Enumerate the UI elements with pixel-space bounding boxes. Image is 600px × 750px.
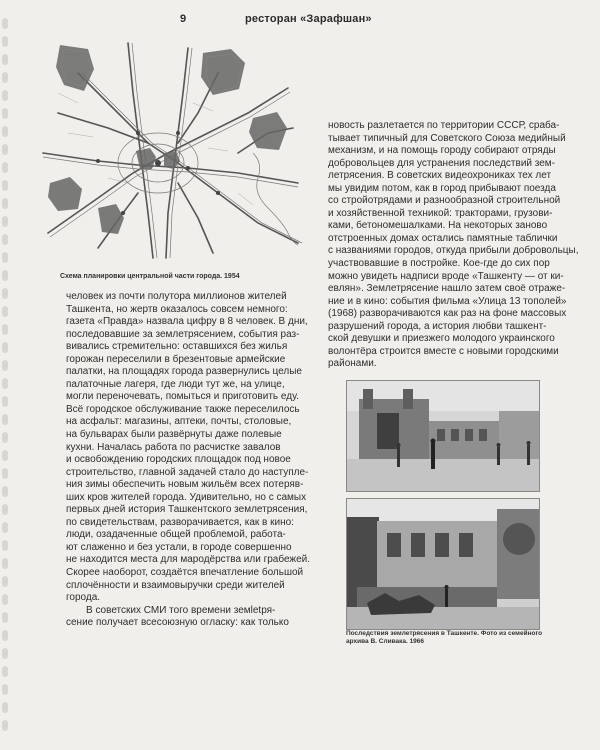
text-line: первых дней история Ташкентского землетрясения, [66, 504, 308, 516]
page-number: 9 [180, 13, 187, 25]
text-line: Ташкента, но жертв оказалось совсем немного: [66, 303, 288, 315]
left-text-column [66, 291, 311, 630]
text-line: ние и в кино: события фильма «Улица 13 тополей» [328, 295, 567, 307]
map-caption: Схема планировки центральной части города. 1954 [60, 273, 240, 280]
text-line: участвовавшие в постройке. Кое-где до сих пор [328, 258, 550, 270]
text-line: летрясения. В советских видеохрониках тех лет [328, 170, 552, 182]
text-line: вивались стремительно: оставшихся без жилья [66, 341, 288, 353]
street-photo [346, 380, 540, 492]
text-line: палаточные лагеря, где люди тут же, на улице, [66, 378, 285, 390]
text-line: не находится места для мародёрства или грабежей. [66, 554, 311, 566]
text-line: волонтёра строится вместе с новыми городскими [328, 345, 559, 357]
text-line: районами. [328, 358, 377, 370]
text-line: Скорее наоборот, создаётся впечатление большой [66, 567, 304, 579]
text-line: по свидетельствам, разворачивается, как в кино: [66, 516, 294, 528]
text-line: со стройотрядами и разнообразной строительной [328, 195, 561, 207]
text-line: отстроенных домах остались памятные таблички [328, 232, 558, 244]
text-line: могли переночевать, помыться и приготовить еду. [66, 391, 299, 403]
text-line: палатки, на площадях города развернулись целые [66, 366, 302, 378]
text-line: евлян». Землетрясение нашло затем своё отраже- [328, 283, 566, 295]
text-line: Всё городское обслуживание также переселилось [66, 403, 300, 415]
photo-caption-line: Последствия землетрясения в Ташкенте. Фото из семейного [346, 630, 543, 637]
text-line: сение получает всесоюзную огласку: как только [66, 617, 289, 629]
text-line: В советских СМИ того времени земletря- [86, 604, 276, 616]
text-line: человек из почти полутора миллионов жителей [66, 291, 287, 302]
text-line: разрушений города, а история любви ташкент- [328, 320, 547, 332]
text-line: добровольцев для устранения последствий зем- [328, 157, 556, 169]
text-line: на бульварах были развёрнуты даже полевые [66, 429, 282, 441]
text-line: ших кров жителей города. Удивительно, но с самых [66, 491, 307, 503]
text-line: и освобождению городских площадок под новое [66, 454, 291, 466]
text-line: тывает типичный для Советского Союза медийный [328, 132, 566, 144]
text-line: строительство, главной задачей стало до наступле- [66, 466, 309, 478]
text-line: сплочённости и взаимовыручки среди жителей [66, 579, 285, 591]
text-line: люди, озадаченные общей проблемой, работа- [66, 529, 286, 541]
text-line: газета «Правда» назвала цифру в 8 человек. В дни, [66, 316, 308, 328]
photo-caption-line: архива В. Сливака. 1966 [346, 638, 425, 645]
text-line: можно увидеть надписи вроде «Ташкенту — от ки- [328, 270, 564, 282]
city-plan-map [38, 33, 308, 263]
text-line: последовавшие за землетрясением, события раз- [66, 328, 300, 340]
text-line: ют слаженно и без устали, в городе совершенно [66, 541, 292, 553]
text-line: механизм, и на помощь городу собирают отряды [328, 145, 556, 157]
text-line: ками, бетономешалками. На некоторых заново [328, 220, 548, 232]
running-title: ресторан «Зарафшан» [245, 13, 372, 25]
ruined-building-photo [346, 498, 540, 630]
right-text-column [328, 120, 579, 371]
text-line: ской девушки и приезжего молодого украинского [328, 333, 555, 345]
binding-holes [0, 0, 10, 750]
text-line: на асфальт: магазины, аптеки, почты, столовые, [66, 416, 292, 428]
text-line: с названиями городов, откуда прибыли добровольцы, [328, 245, 579, 257]
text-line: кухни. Началась работа по расчистке завалов [66, 441, 281, 453]
photo-caption [346, 630, 546, 646]
text-line: ния зимы обеспечить новым жильём всех потеряв- [66, 479, 304, 491]
text-line: города. [66, 592, 101, 604]
text-line: и хозяйственной техникой: тракторами, грузови- [328, 207, 553, 219]
text-line: горожан переселили в брезентовые армейские [66, 353, 286, 365]
text-line: (1968) разворачиваются как раз на фоне массовых [328, 308, 567, 320]
text-line: мы увидим потом, как в город прибывают поезда [328, 182, 556, 194]
text-line: новость разлетается по территории СССР, сраба- [328, 120, 560, 131]
